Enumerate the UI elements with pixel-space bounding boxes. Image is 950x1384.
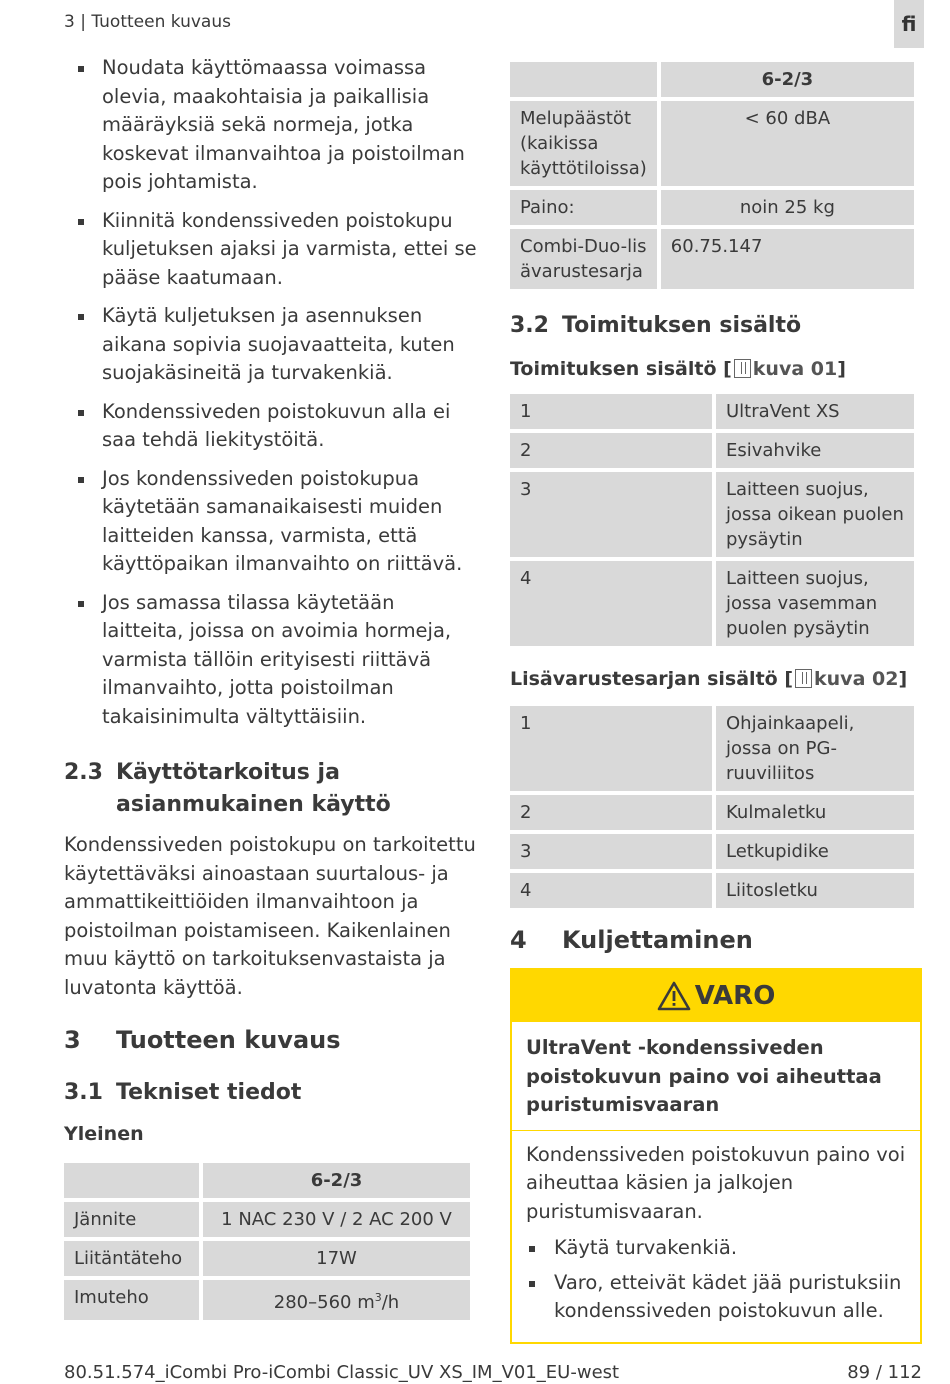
warning-body <box>512 1022 920 1342</box>
bracket-close: ] <box>837 358 846 380</box>
superscript: 3 <box>374 1291 382 1304</box>
table-cell: Imuteho <box>64 1280 199 1320</box>
section-heading-3 <box>64 1026 478 1054</box>
delivery-table <box>506 390 918 650</box>
table-cell: Jännite <box>64 1202 199 1237</box>
general-label: Yleinen <box>64 1123 144 1145</box>
warning-triangle-icon <box>657 981 691 1011</box>
figure-ref-link[interactable]: kuva 02 <box>814 668 899 690</box>
accessory-table <box>506 702 918 912</box>
section-heading-3-2 <box>510 313 922 338</box>
section-number: 3 <box>64 1026 81 1054</box>
table-row <box>510 706 914 791</box>
intended-use-text: Kondenssiveden poistokupu on tarkoitettu käytettäväksi ainoastaan suurtalous- ja ammattikeittiöiden ilmanvaihtoon ja poistoilman poistamiseen. Kaikenlainen muu käyttö on tarkoituksenvastaista ja luvatonta käyttöä. <box>64 833 476 999</box>
table-cell: noin 25 kg <box>661 190 914 225</box>
section-title: Tekniset tiedot <box>116 1080 302 1105</box>
table-header: 6-2/3 <box>661 62 914 97</box>
warning-text: Kondenssiveden poistokuvun paino voi aiheuttaa käsien ja jalkojen puristumisvaaran. <box>526 1142 906 1223</box>
section-number: 2.3 <box>64 760 103 785</box>
list-item: Käytä kuljetuksen ja asennuksen aikana sopivia suojavaatteita, kuten suojakäsineitä ja turvakenkiä. <box>64 302 478 388</box>
table-cell: Laitteen suojus, jossa vasemman puolen pysäytin <box>716 561 914 646</box>
table-cell: Ohjainkaapeli, jossa on PG-ruuviliitos <box>716 706 914 791</box>
list-item: Jos samassa tilassa käytetään laitteita, joissa on avoimia hormeja, varmista tällöin erityisesti riittävä ilmanvaihto, jotta poistoilman takaisinimulta vältyttäisiin. <box>64 589 478 732</box>
table-row <box>510 433 914 468</box>
safety-list <box>64 54 478 731</box>
table-row <box>510 394 914 429</box>
table-row <box>64 1163 470 1198</box>
table-cell: 2 <box>510 433 712 468</box>
table-cell: 2 <box>510 795 712 830</box>
delivery-label <box>510 358 922 380</box>
book-icon <box>734 359 751 378</box>
left-column <box>64 54 478 1324</box>
table-row <box>64 1241 470 1276</box>
table-row <box>510 62 914 97</box>
table-cell: 4 <box>510 873 712 908</box>
table-cell: Liitosletku <box>716 873 914 908</box>
section-heading-4 <box>510 926 922 954</box>
table-cell: 60.75.147 <box>661 229 914 289</box>
tech-table-general <box>60 1159 474 1324</box>
section-number: 3.2 <box>510 313 549 338</box>
table-row <box>510 561 914 646</box>
table-row <box>510 873 914 908</box>
accessory-label-text: Lisävarustesarjan sisältö [ <box>510 668 794 690</box>
divider <box>512 1130 920 1131</box>
language-tab: fi <box>894 0 924 48</box>
section-title: Käyttötarkoitus ja asianmukainen käyttö <box>116 760 391 817</box>
table-cell: Letkupidike <box>716 834 914 869</box>
bracket-close: ] <box>898 668 908 690</box>
section-number: 4 <box>510 926 527 954</box>
table-cell <box>64 1163 199 1198</box>
table-cell: 3 <box>510 834 712 869</box>
table-cell: Laitteen suojus, jossa oikean puolen pysäytin <box>716 472 914 557</box>
list-item: Kiinnitä kondenssiveden poistokupu kuljetuksen ajaksi ja varmista, ettei se pääse kaatumaan. <box>64 207 478 293</box>
table-row <box>510 190 914 225</box>
table-cell: Paino: <box>510 190 657 225</box>
warning-header <box>512 970 920 1022</box>
table-row <box>64 1202 470 1237</box>
table-row <box>510 795 914 830</box>
section-title: Tuotteen kuvaus <box>116 1026 341 1054</box>
section-heading-3-1 <box>64 1080 478 1105</box>
warning-box <box>510 968 922 1344</box>
warning-label: VARO <box>694 981 776 1011</box>
list-item: Kondenssiveden poistokuvun alla ei saa tehdä liekitystöitä. <box>64 398 478 455</box>
figure-ref-link[interactable]: kuva 01 <box>752 358 838 380</box>
table-cell: 1 NAC 230 V / 2 AC 200 V <box>203 1202 470 1237</box>
table-cell: Esivahvike <box>716 433 914 468</box>
section-title: Kuljettaminen <box>562 926 753 954</box>
list-item: Jos kondenssiveden poistokupua käytetään samanaikaisesti muiden laitteiden kanssa, varmista, että käyttöpaikan ilmanvaihto on riittävä. <box>64 465 478 579</box>
list-item: Noudata käyttömaassa voimassa olevia, maakohtaisia ja paikallisia määräyksiä sekä normeja, jotka koskevat ilmanvaihtoa ja poistoilman pois johtamista. <box>64 54 478 197</box>
section-number: 3.1 <box>64 1080 103 1105</box>
table-header: 6-2/3 <box>203 1163 470 1198</box>
section-heading-2-3 <box>64 757 478 821</box>
table-cell: Combi-Duo-lisävarustesarja <box>510 229 657 289</box>
table-cell: 4 <box>510 561 712 646</box>
table-cell: 17W <box>203 1241 470 1276</box>
list-item: Käytä turvakenkiä. <box>526 1234 906 1263</box>
suction-unit: /h <box>381 1292 400 1313</box>
warning-title: UltraVent -kondenssiveden poistokuvun paino voi aiheuttaa puristumisvaaran <box>526 1036 882 1116</box>
table-row <box>510 834 914 869</box>
section-title: Toimituksen sisältö <box>562 313 802 338</box>
table-cell: 1 <box>510 706 712 791</box>
delivery-label-text: Toimituksen sisältö [ <box>510 358 732 380</box>
table-cell: 3 <box>510 472 712 557</box>
tech-table-continued <box>506 58 918 293</box>
running-header: 3 | Tuotteen kuvaus <box>64 12 231 32</box>
table-cell <box>510 62 657 97</box>
footer-doc-id: 80.51.574_iCombi Pro-iCombi Classic_UV XS_IM_V01_EU-west <box>64 1362 620 1383</box>
right-column <box>510 58 922 1344</box>
table-row <box>510 101 914 186</box>
book-icon <box>795 669 812 688</box>
accessory-label <box>510 668 922 690</box>
suction-value: 280–560 m <box>273 1292 375 1313</box>
table-cell: UltraVent XS <box>716 394 914 429</box>
table-cell: Liitäntäteho <box>64 1241 199 1276</box>
table-cell: Melupäästöt (kaikissa käyttötiloissa) <box>510 101 657 186</box>
table-row <box>510 472 914 557</box>
page-number: 89 / 112 <box>847 1362 922 1383</box>
table-row <box>64 1280 470 1320</box>
table-cell: Kulmaletku <box>716 795 914 830</box>
list-item: Varo, etteivät kädet jää puristuksiin kondenssiveden poistokuvun alle. <box>526 1269 906 1326</box>
warning-list <box>526 1234 906 1326</box>
table-row <box>510 229 914 289</box>
table-cell: 1 <box>510 394 712 429</box>
table-cell: < 60 dBA <box>661 101 914 186</box>
table-cell <box>203 1280 470 1320</box>
